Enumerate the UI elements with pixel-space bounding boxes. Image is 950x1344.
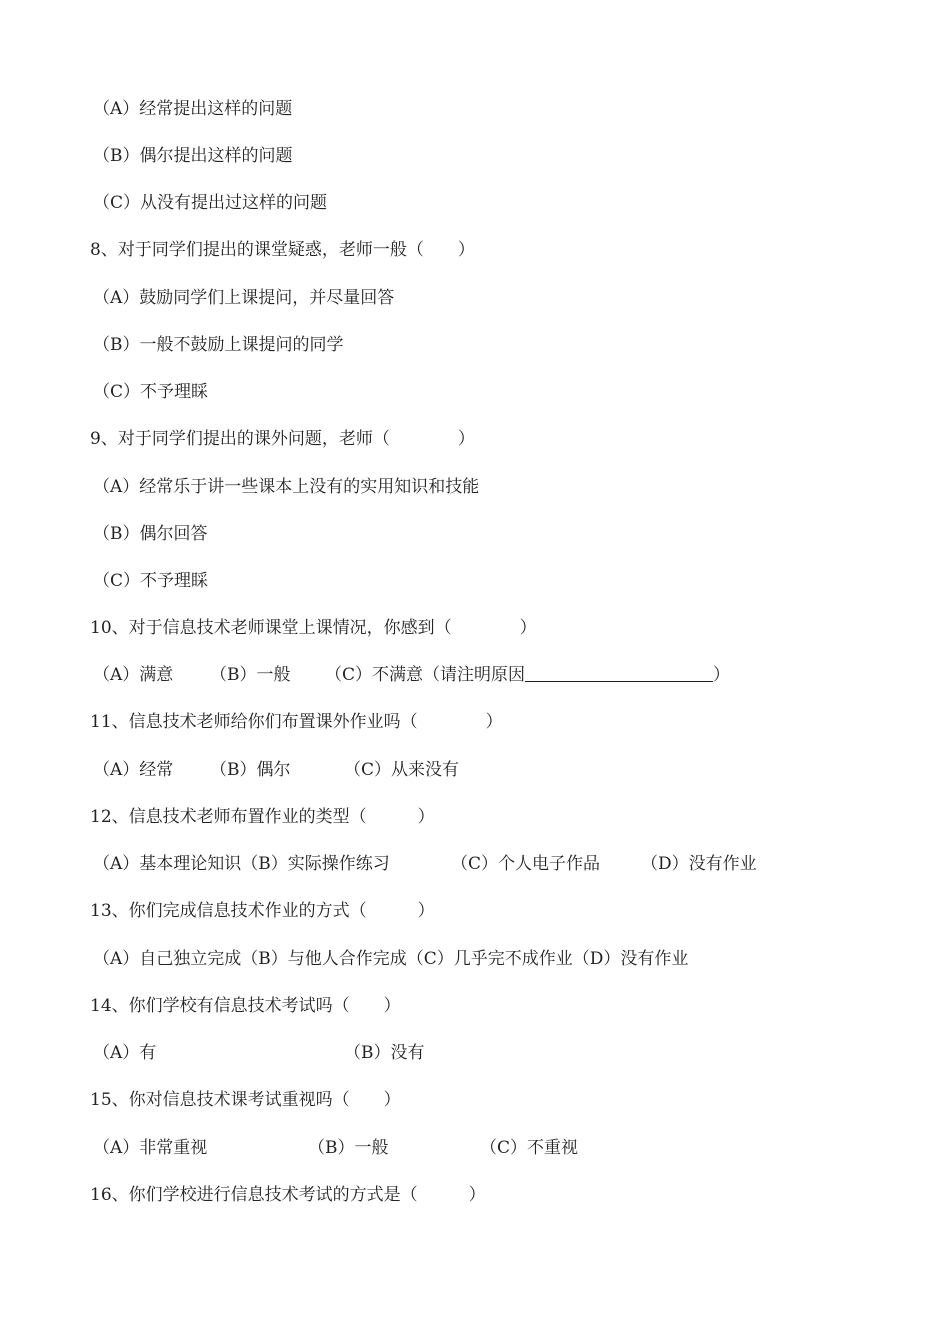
q11-option-a: （A）经常 [93, 760, 174, 780]
q10-option-c [325, 661, 730, 689]
q8-option-b: （B）一般不鼓励上课提问的同学 [93, 335, 344, 355]
q12-options [93, 850, 853, 878]
q13-options: （A）自己独立完成（B）与他人合作完成（C）几乎完不成作业（D）没有作业 [93, 949, 689, 969]
q7-option-a: （A）经常提出这样的问题 [93, 99, 293, 119]
reason-blank [525, 663, 713, 682]
q12-option-c: （C）个人电子作品 [451, 854, 601, 874]
q12-stem: 12、信息技术老师布置作业的类型（ ） [90, 807, 435, 827]
q9-option-a: （A）经常乐于讲一些课本上没有的实用知识和技能 [93, 477, 480, 497]
q8-option-c: （C）不予理睬 [93, 382, 209, 402]
q9-option-c: （C）不予理睬 [93, 571, 209, 591]
q11-options [93, 756, 853, 784]
q11-stem: 11、信息技术老师给你们布置课外作业吗（ ） [90, 712, 503, 732]
q14-option-a: （A）有 [93, 1043, 157, 1063]
q10-option-c-close: ） [713, 665, 731, 685]
q16-stem: 16、你们学校进行信息技术考试的方式是（ ） [90, 1185, 486, 1205]
q7-option-c: （C）从没有提出过这样的问题 [93, 193, 328, 213]
q8-option-a: （A）鼓励同学们上课提问，并尽量回答 [93, 288, 395, 308]
q8-stem: 8、对于同学们提出的课堂疑惑，老师一般（ ） [90, 240, 475, 260]
q10-stem: 10、对于信息技术老师课堂上课情况，你感到（ ） [90, 618, 537, 638]
q10-option-b: （B）一般 [210, 665, 291, 685]
q7-option-b: （B）偶尔提出这样的问题 [93, 146, 293, 166]
q15-option-c: （C）不重视 [480, 1138, 579, 1158]
q9-stem: 9、对于同学们提出的课外问题，老师（ ） [90, 429, 475, 449]
q10-option-c-label: （C）不满意（请注明原因 [325, 665, 526, 685]
q11-option-b: （B）偶尔 [210, 760, 291, 780]
q11-option-c: （C）从来没有 [344, 760, 460, 780]
q10-option-a: （A）满意 [93, 665, 174, 685]
q12-option-d: （D）没有作业 [641, 854, 757, 874]
q9-option-b: （B）偶尔回答 [93, 524, 208, 544]
q15-stem: 15、你对信息技术课考试重视吗（ ） [90, 1090, 401, 1110]
q14-options [93, 1039, 853, 1067]
q12-option-ab: （A）基本理论知识（B）实际操作练习 [93, 854, 390, 874]
q10-options [93, 661, 853, 689]
q15-option-b: （B）一般 [308, 1138, 389, 1158]
q14-stem: 14、你们学校有信息技术考试吗（ ） [90, 996, 401, 1016]
q13-stem: 13、你们完成信息技术作业的方式（ ） [90, 901, 435, 921]
q15-options [93, 1134, 853, 1162]
q14-option-b: （B）没有 [344, 1043, 425, 1063]
q15-option-a: （A）非常重视 [93, 1138, 208, 1158]
